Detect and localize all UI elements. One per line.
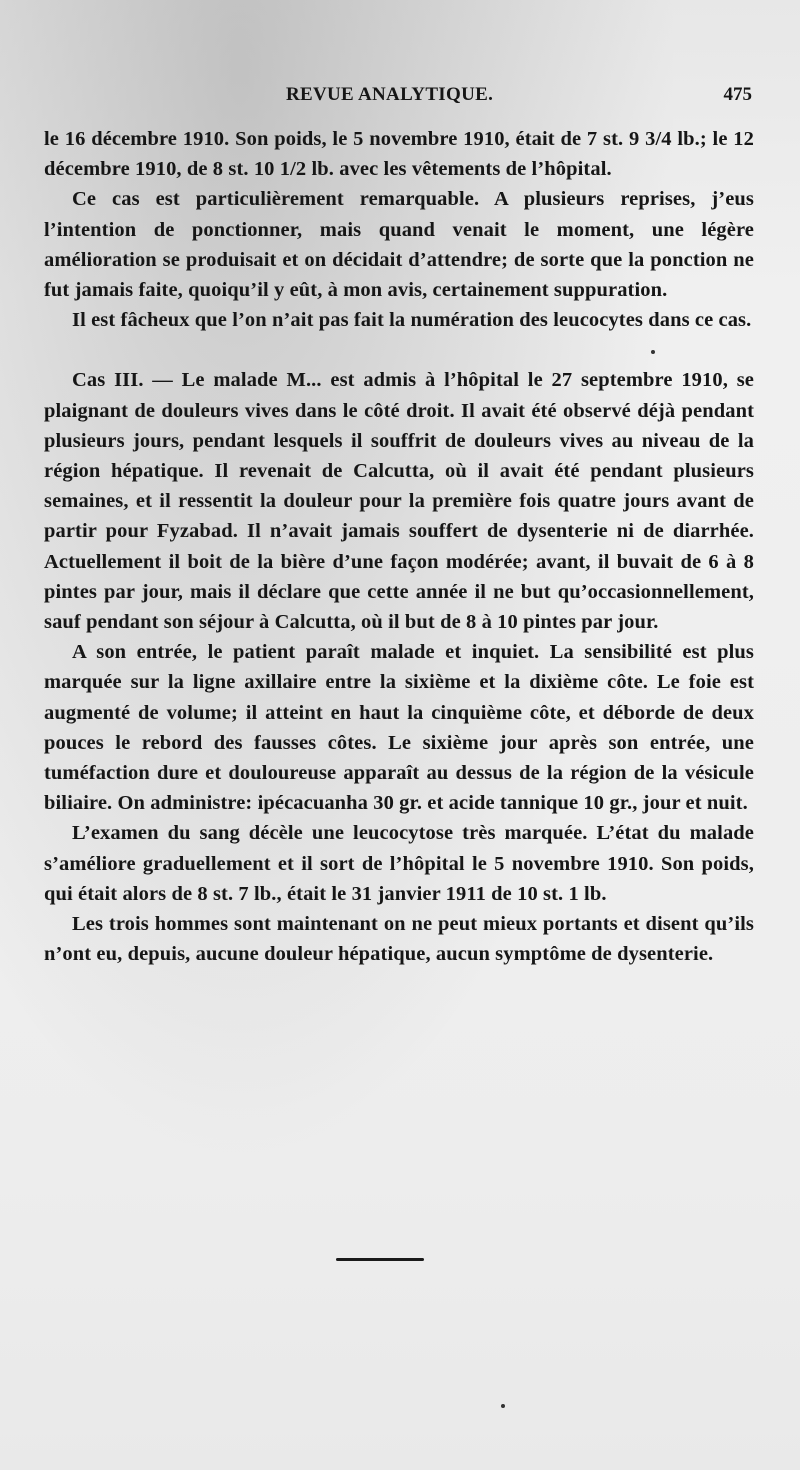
- paragraph-blood-exam: L’examen du sang décèle une leucocytose très marquée. L’état du malade s’améliore graduellement et il sort de l’hôpital le 5 novembre 1910. Son poids, qui était alors de 8 st. 7 lb., était le 31 janvier 1911 de 10 st. 1 lb.: [44, 822, 754, 905]
- page-number: 475: [723, 84, 752, 105]
- paragraph-case-iii: Cas III. — Le malade M... est admis à l’hôpital le 27 septembre 1910, se plaignant de douleurs vives dans le côté droit. Il avait été observé déjà pendant plusieurs jours, pendant lesquels il souffrit de douleurs vives au niveau de la région hépatique. Il revenait de Calcutta, où il avait été pendant plusieurs semaines, et il ressentit la douleur pour la première fois quatre jours avant de partir pour Fyzabad. Il n’avait jamais souffert de dysenterie ni de diarrhée. Actuellement il boit de la bière d’une façon modérée; avant, il buvait de 6 à 8 pintes par jour, mais il déclare que cette année il ne but qu’occasionnellement, sauf pendant son séjour à Calcutta, où il but de 8 à 10 pintes par jour.: [44, 369, 754, 634]
- print-speck: [651, 350, 655, 354]
- paragraph-conclusion: Les trois hommes sont maintenant on ne peut mieux portants et disent qu’ils n’ont eu, depuis, aucune douleur hépatique, aucun symptôme de dysenterie.: [44, 913, 754, 966]
- print-speck: [501, 1404, 505, 1408]
- page-header: [40, 84, 752, 114]
- article-body: [44, 124, 754, 969]
- end-rule: [336, 1258, 424, 1261]
- paragraph-remark: Ce cas est particulièrement remarquable. A plusieurs reprises, j’eus l’intention de ponctionner, mais quand venait le moment, une légère amélioration se produisait et on décidait d’attendre; de sorte que la ponction ne fut jamais faite, quoiqu’il y eût, à mon avis, certainement suppuration.: [44, 188, 754, 302]
- paragraph-admission-exam: A son entrée, le patient paraît malade et inquiet. La sensibilité est plus marquée sur la ligne axillaire entre la sixième et la dixième côte. Le foie est augmenté de volume; il atteint en haut la cinquième côte, et déborde de deux pouces le rebord des fausses côtes. Le sixième jour après son entrée, une tuméfaction dure et douloureuse apparaît au dessus de la région de la vésicule biliaire. On administre: ipécacuanha 30 gr. et acide tannique 10 gr., jour et nuit.: [44, 641, 754, 815]
- running-title: REVUE ANALYTIQUE.: [286, 84, 494, 105]
- paragraph-case-ii-continued: le 16 décembre 1910. Son poids, le 5 novembre 1910, était de 7 st. 9 3/4 lb.; le 12 décembre 1910, de 8 st. 10 1/2 lb. avec les vêtements de l’hôpital.: [44, 128, 754, 181]
- paragraph-leucocytes-note: Il est fâcheux que l’on n’ait pas fait la numération des leucocytes dans ce cas.: [72, 309, 752, 332]
